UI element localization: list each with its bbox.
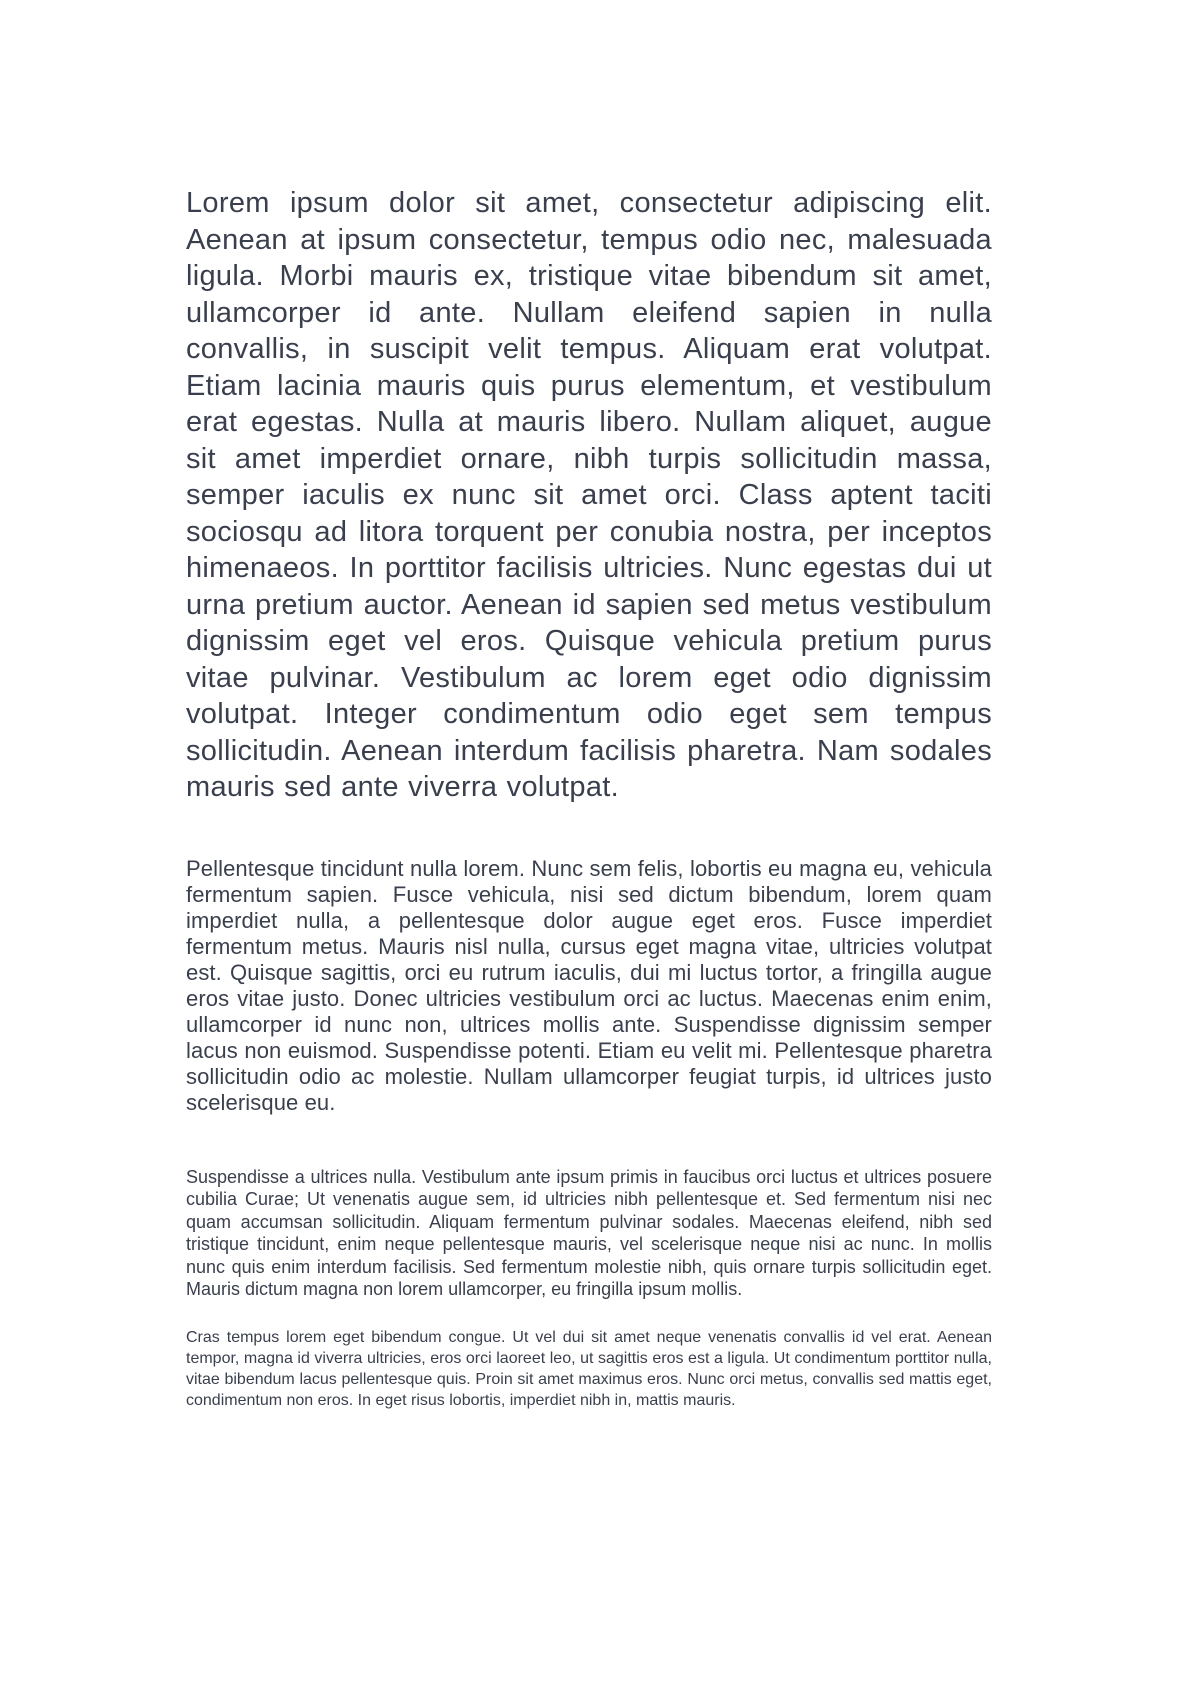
paragraph-3: Suspendisse a ultrices nulla. Vestibulum ante ipsum primis in faucibus orci luctus et ultrices posuere cubilia Curae; Ut venenatis augue sem, id ultricies nibh pellentesque et. Sed fermentum nisi nec quam accumsan sollicitudin. Aliquam fermentum pulvinar sodales. Maecenas eleifend, nibh sed tristique tincidunt, enim neque pellentesque mauris, vel scelerisque neque nisi ac nunc. In mollis nunc quis enim interdum facilisis. Sed fermentum molestie nibh, quis ornare turpis sollicitudin eget. Mauris dictum magna non lorem ullamcorper, eu fringilla ipsum mollis. — [186, 1166, 992, 1299]
paragraph-1: Lorem ipsum dolor sit amet, consectetur adipiscing elit. Aenean at ipsum consectetur, tempus odio nec, malesuada ligula. Morbi mauris ex, tristique vitae bibendum sit amet, ullamcorper id ante. Nullam eleifend sapien in nulla convallis, in suscipit velit tempus. Aliquam erat volutpat. Etiam lacinia mauris quis purus elementum, et vestibulum erat egestas. Nulla at mauris libero. Nullam aliquet, augue sit amet imperdiet ornare, nibh turpis sollicitudin massa, semper iaculis ex nunc sit amet orci. Class aptent taciti sociosqu ad litora torquent per conubia nostra, per inceptos himenaeos. In porttitor facilisis ultricies. Nunc egestas dui ut urna pretium auctor. Aenean id sapien sed metus vestibulum dignissim eget vel eros. Quisque vehicula pretium purus vitae pulvinar. Vestibulum ac lorem eget odio dignissim volutpat. Integer condimentum odio eget sem tempus sollicitudin. Aenean interdum facilisis pharetra. Nam sodales mauris sed ante viverra volutpat. — [186, 187, 992, 803]
paragraph-4: Cras tempus lorem eget bibendum congue. Ut vel dui sit amet neque venenatis convallis id vel erat. Aenean tempor, magna id viverra ultricies, eros orci laoreet leo, ut sagittis eros est a ligula. Ut condimentum porttitor nulla, vitae bibendum lacus pellentesque quis. Proin sit amet maximus eros. Nunc orci metus, convallis sed mattis eget, condimentum non eros. In eget risus lobortis, imperdiet nibh in, mattis mauris. — [186, 1328, 992, 1409]
text-block — [186, 0, 992, 1411]
paragraph-2: Pellentesque tincidunt nulla lorem. Nunc sem felis, lobortis eu magna eu, vehicula fermentum sapien. Fusce vehicula, nisi sed dictum bibendum, lorem quam imperdiet nulla, a pellentesque dolor augue eget eros. Fusce imperdiet fermentum metus. Mauris nisl nulla, cursus eget magna vitae, ultricies volutpat est. Quisque sagittis, orci eu rutrum iaculis, dui mi luctus tortor, a fringilla augue eros vitae justo. Donec ultricies vestibulum orci ac luctus. Maecenas enim enim, ullamcorper id nunc non, ultrices mollis ante. Suspendisse dignissim semper lacus non euismod. Suspendisse potenti. Etiam eu velit mi. Pellentesque pharetra sollicitudin odio ac molestie. Nullam ullamcorper feugiat turpis, id ultrices justo scelerisque eu. — [186, 855, 992, 1115]
